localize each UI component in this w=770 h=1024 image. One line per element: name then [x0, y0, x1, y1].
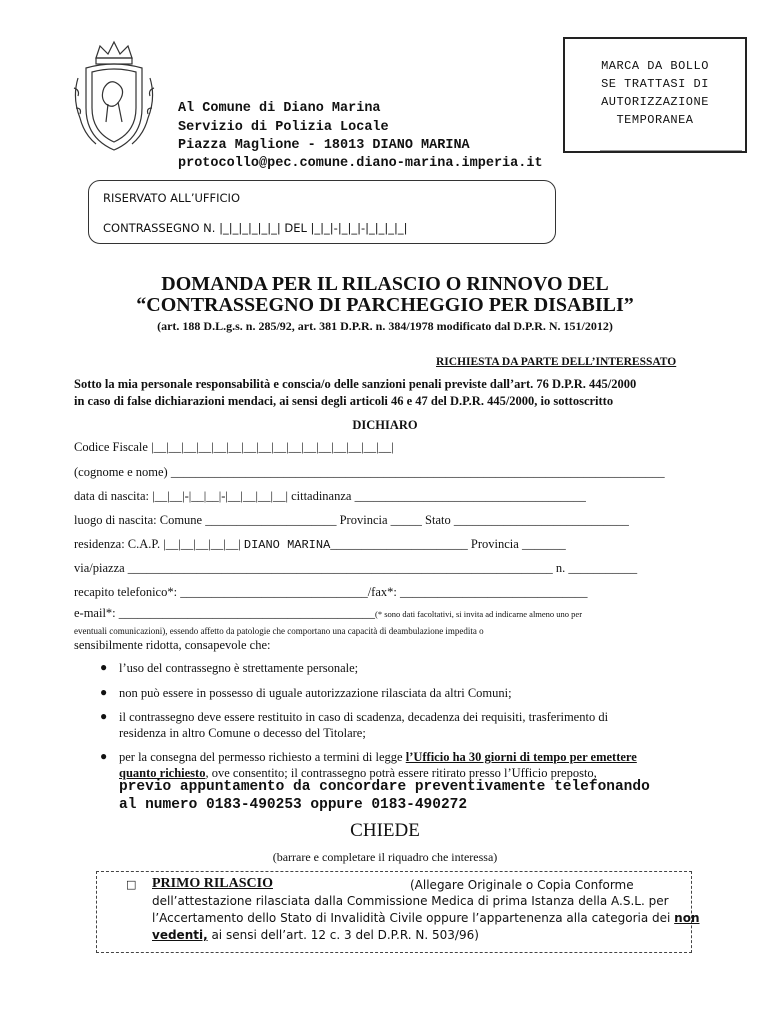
first-issue-label: PRIMO RILASCIO: [152, 876, 273, 891]
office-use-box: [88, 180, 556, 244]
attach-original-note: (Allegare Originale o Copia Conforme: [410, 878, 634, 892]
legal-reference: (art. 188 D.L.g.s. n. 285/92, art. 381 D.P.R. n. 384/1978 modificato dal D.P.R. N. 151/2012): [157, 319, 613, 333]
declaration-line-2: in caso di false dichiarazioni mendaci, ai sensi degli articoli 46 e 47 del D.P.R. 445/2000, io sottoscritto: [74, 394, 614, 408]
address-pec-email: protocollo@pec.comune.diano-marina.imperia.it: [178, 156, 543, 171]
stamp-line-1: MARCA DA BOLLO: [601, 59, 709, 73]
bullet-no-duplicate: non può essere in possesso di uguale autorizzazione rilasciata da altri Comuni;: [119, 686, 512, 700]
bullet-personal-use: l’uso del contrassegno è strettamente personale;: [119, 661, 359, 675]
bullet-point-icon: ●: [100, 660, 108, 674]
request-heading-chiede: CHIEDE: [350, 820, 420, 841]
residence-city: DIANO MARINA: [243, 538, 331, 552]
address-recipient: Al Comune di Diano Marina: [178, 101, 381, 116]
revenue-stamp-box: [563, 37, 747, 153]
pathology-statement-text: eventuali comunicazioni), essendo affetto da patologie che comportano una capacità di deambulazione impedita o: [74, 626, 484, 636]
bullet-return-line-1: il contrassegno deve essere restituito in caso di scadenza, decadenza dei requisiti, trasferimento di: [119, 710, 609, 724]
bullet-return-line-2: residenza in altro Comune o decesso del Titolare;: [119, 726, 366, 740]
declaration-line-1: Sotto la mia personale responsabilità e conscia/o delle sanzioni penali previste dall’art. 76 D.P.R. 445/2000: [74, 377, 637, 391]
first-issue-checkbox[interactable]: □: [126, 878, 137, 891]
bullet-point-icon: ●: [100, 685, 108, 699]
vedenti-label: vedenti,: [152, 928, 208, 942]
bullet-delivery-line-1: [119, 750, 637, 765]
street-field[interactable]: via/piazza ____________________________________________________________________ n. ___________: [74, 561, 638, 575]
request-heading: RICHIESTA DA PARTE DELL’INTERESSATO: [436, 356, 677, 368]
office-use-label: RISERVATO ALL’UFFICIO: [103, 191, 240, 205]
permit-number-line: CONTRASSEGNO N. |_|_|_|_|_|_| DEL |_|_|-|_|_|-|_|_|_|_|: [103, 221, 408, 235]
non-label: non: [674, 911, 700, 925]
residence-cap: residenza: C.A.P. |__|__|__|__|__|: [74, 537, 244, 551]
address-department: Servizio di Polizia Locale: [178, 120, 389, 135]
form-title-line-2: “CONTRASSEGNO DI PARCHEGGIO PER DISABILI”: [136, 294, 634, 316]
phone-numbers: al numero 0183-490253 oppure 0183-490272: [119, 797, 468, 813]
email-line: e-mail*: _________________________________________: [74, 606, 376, 620]
declare-heading: DICHIARO: [352, 418, 418, 432]
residence-field[interactable]: [74, 537, 566, 552]
full-name-field[interactable]: (cognome e nome) _______________________________________________________________________________: [74, 465, 665, 479]
appointment-line: previo appuntamento da concordare preventivamente telefonando: [119, 779, 650, 795]
bullet-point-icon: ●: [100, 749, 108, 763]
pathology-statement-line: [74, 623, 484, 638]
first-issue-text-a: l’Accertamento dello Stato di Invalidità Civile oppure l’appartenenza alla categoria dei: [152, 911, 675, 925]
residence-province: ______________________ Provincia _______: [330, 537, 566, 551]
delivery-text: per la consegna del permesso richiesto a termini di legge: [119, 750, 406, 764]
birthplace-field[interactable]: luogo di nascita: Comune _____________________ Provincia _____ Stato ____________________________: [74, 513, 629, 527]
delivery-deadline: l’Ufficio ha 30 giorni di tempo per emettere: [405, 750, 637, 764]
delivery-pickup-text: , ove consentito; il contrassegno potrà essere ritirato presso l’Ufficio preposto,: [205, 766, 597, 780]
stamp-divider: [600, 150, 742, 151]
first-issue-text-b: ai sensi dell’art. 12 c. 3 del D.P.R. N. 503/96): [207, 928, 479, 942]
phone-fax-field[interactable]: recapito telefonico*: ______________________________/fax*: ______________________________: [74, 585, 588, 599]
aware-statement: sensibilmente ridotta, consapevole che:: [74, 638, 271, 652]
stamp-line-3: AUTORIZZAZIONE: [601, 95, 709, 109]
delivery-deadline-end: quanto richiesto: [119, 766, 206, 780]
fiscal-code-field[interactable]: Codice Fiscale |__|__|__|__|__|__|__|__|__|__|__|__|__|__|__|__|: [74, 440, 394, 454]
first-issue-text-line-1: dell’attestazione rilasciata dalla Commissione Medica di prima Istanza della A.S.L. per: [152, 894, 669, 908]
birth-date-field[interactable]: data di nascita: |__|__|-|__|__|-|__|__|__|__| cittadinanza _____________________________________: [74, 489, 586, 503]
request-instruction: (barrare e completare il riquadro che interessa): [272, 850, 498, 864]
first-issue-text-line-2: [152, 911, 700, 925]
municipal-crest-logo: [66, 38, 162, 158]
optional-data-note: (* sono dati facoltativi, si invita ad indicarne almeno uno per: [375, 609, 583, 619]
stamp-line-2: SE TRATTASI DI: [601, 77, 709, 91]
stamp-line-4: TEMPORANEA: [616, 113, 694, 127]
bullet-point-icon: ●: [100, 709, 108, 723]
first-issue-text-line-3: [152, 928, 479, 942]
email-field[interactable]: [74, 606, 582, 621]
address-street: Piazza Maglione - 18013 DIANO MARINA: [178, 138, 470, 153]
form-title-line-1: DOMANDA PER IL RILASCIO O RINNOVO DEL: [161, 273, 609, 295]
